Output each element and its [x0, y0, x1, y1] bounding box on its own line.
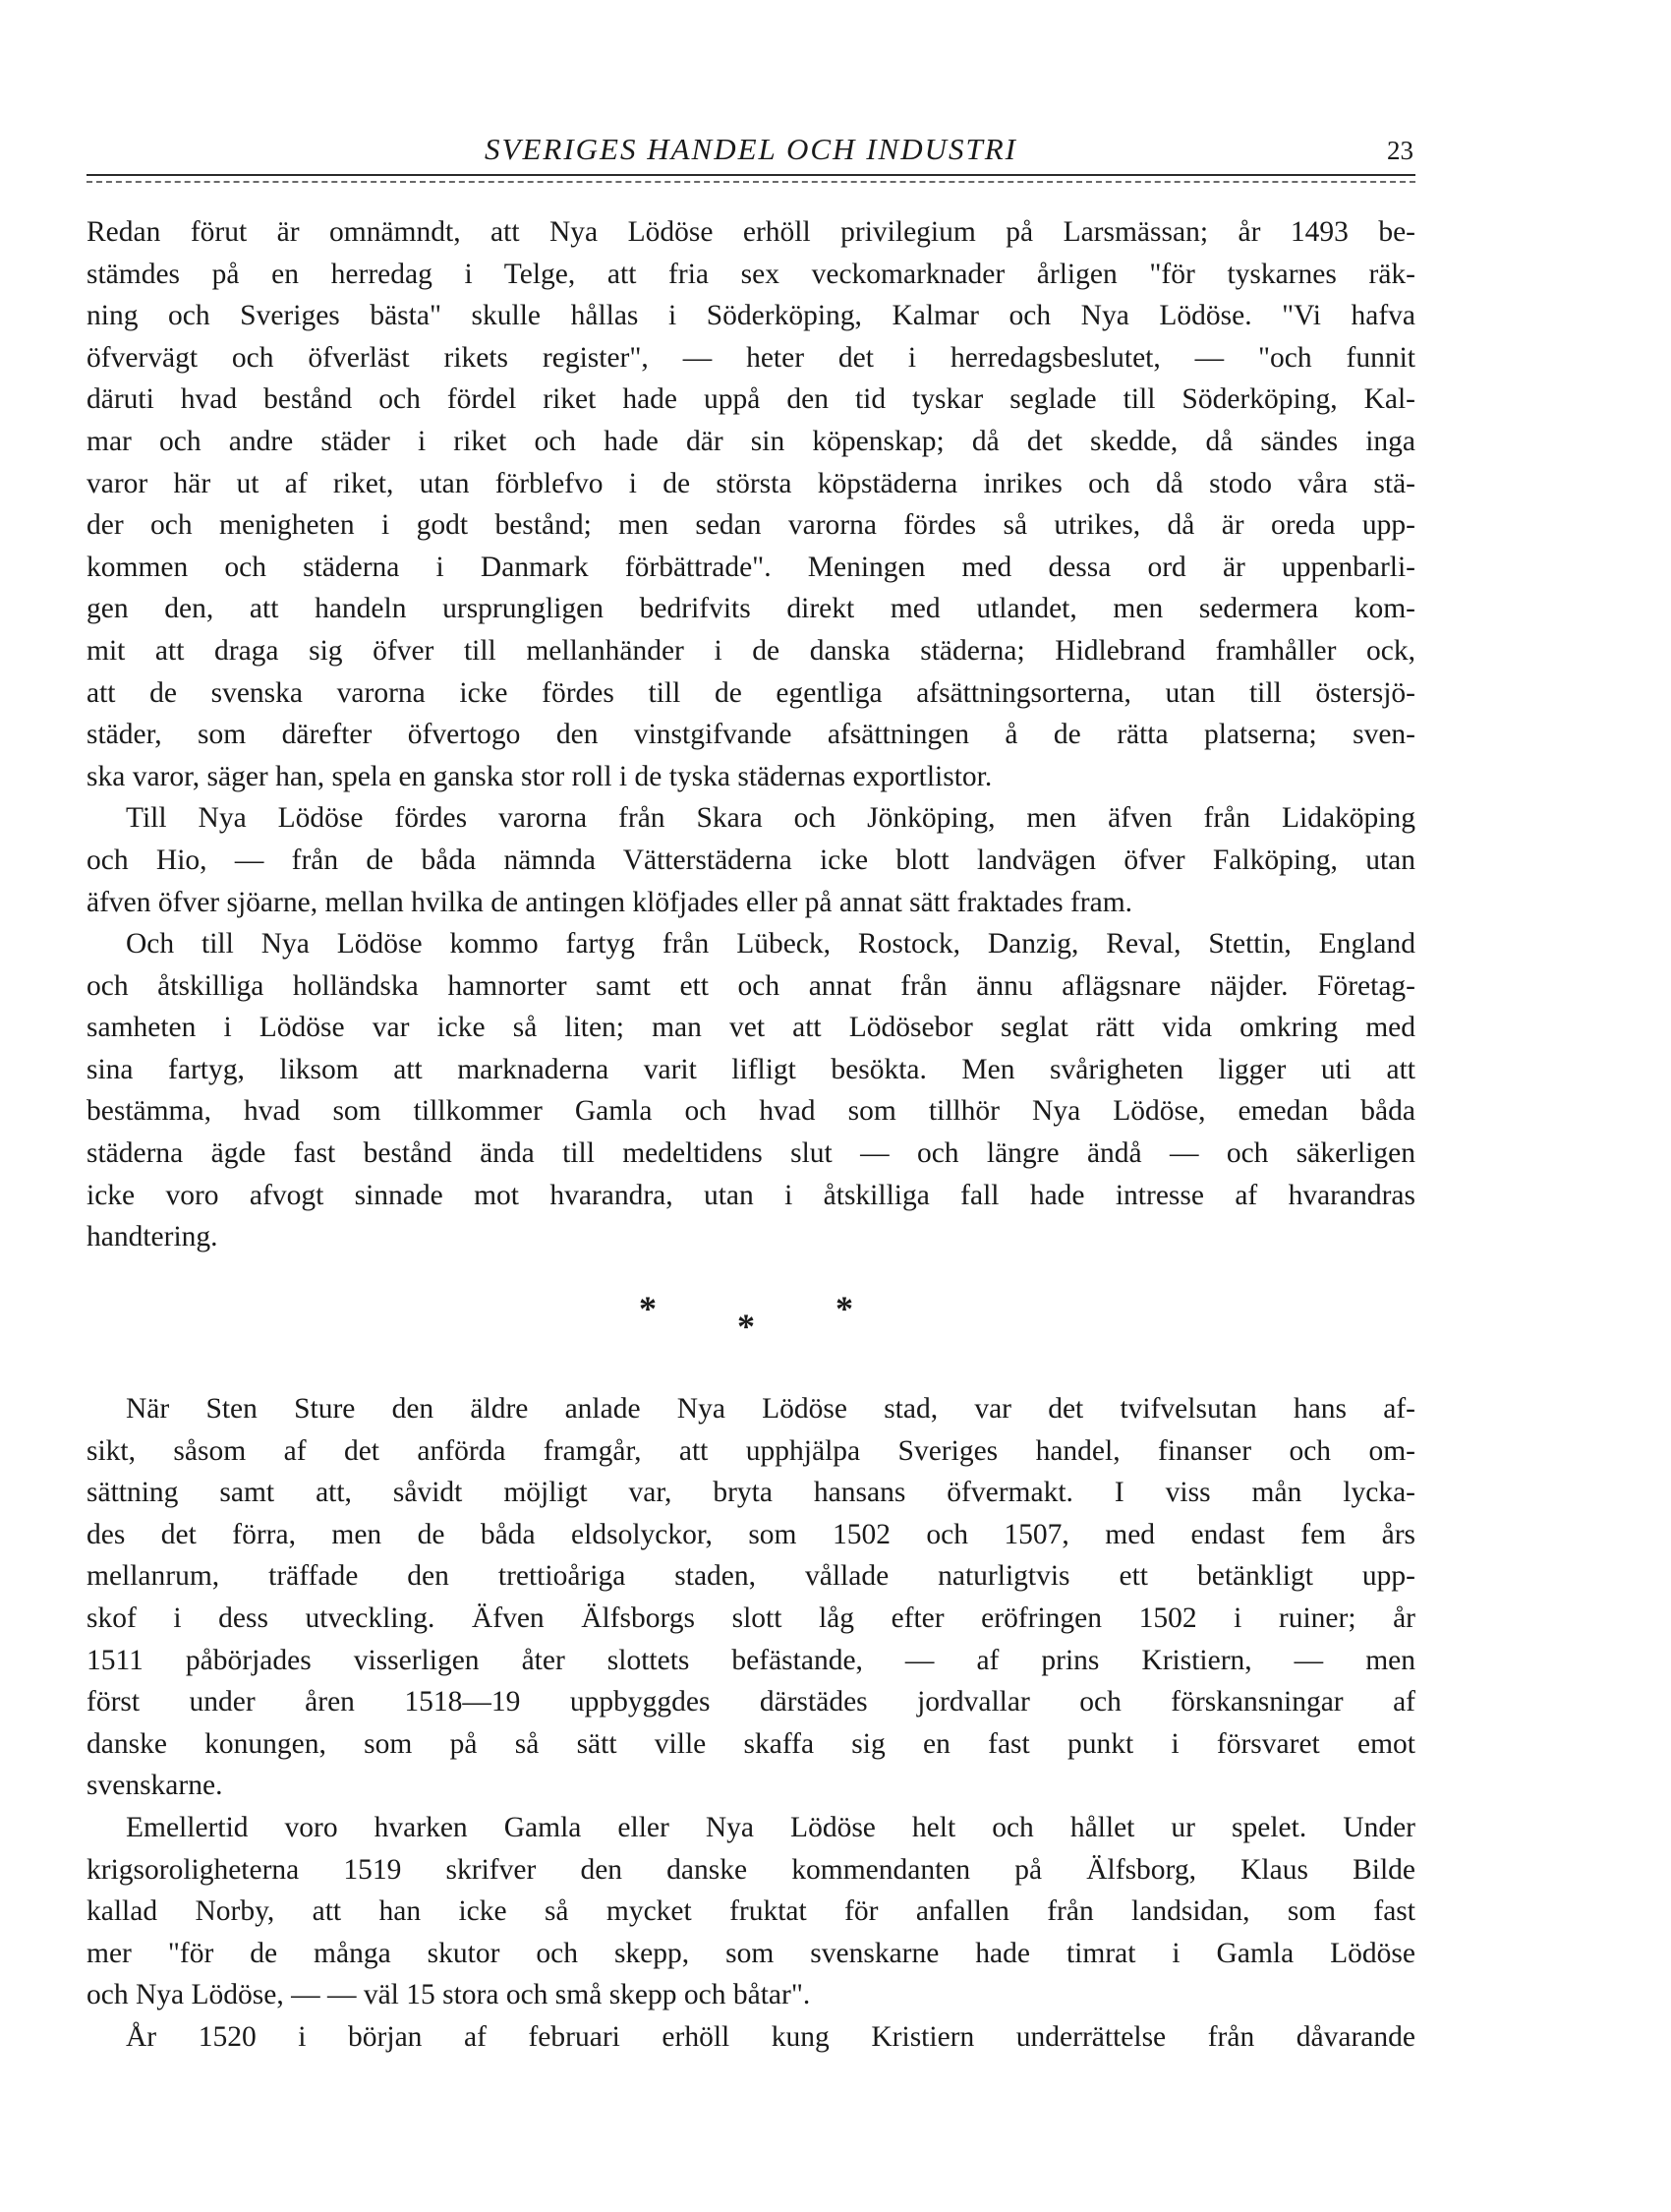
asterisk: *: [639, 1289, 657, 1328]
text-line: och Hio, — från de båda nämnda Vätterstäderna icke blott landvägen öfver Falköping, utan: [86, 844, 1415, 876]
text-line: mit att draga sig öfver till mellanhänder i de danska städerna; Hidlebrand framhåller ock,: [86, 634, 1415, 667]
text-line: bestämma, hvad som tillkommer Gamla och hvad som tillhör Nya Lödöse, emedan båda: [86, 1095, 1415, 1128]
text-line: danske konungen, som på så sätt ville skaffa sig en fast punkt i försvaret emot: [86, 1727, 1415, 1760]
header-rule-dashed: [86, 181, 1415, 183]
text-line: städerna ägde fast bestånd ända till medeltidens slut — och längre ändå — och säkerligen: [86, 1137, 1415, 1170]
text-line: svenskarne.: [86, 1770, 223, 1802]
section-2-text: [86, 1388, 1415, 2059]
text-line: att de svenska varorna icke fördes till de egentliga afsättningsorterna, utan till östersjö-: [86, 676, 1415, 709]
text-line: varor här ut af riket, utan förblefvo i de största köpstäderna inrikes och då stodo våra stä-: [86, 467, 1415, 499]
text-line: öfvervägt och öfverläst rikets register", — heter det i herredagsbeslutet, — "och funnit: [86, 341, 1415, 374]
running-title: SVERIGES HANDEL OCH INDUSTRI: [485, 132, 1017, 166]
text-line: sikt, såsom af det anförda framgår, att upphjälpa Sveriges handel, finanser och om-: [86, 1434, 1415, 1467]
text-line: handtering.: [86, 1221, 218, 1253]
text-line: År 1520 i början af februari erhöll kung Kristiern underrättelse från dåvarande: [126, 2020, 1415, 2053]
text-line: stämdes på en herredag i Telge, att fria sex veckomarknader årligen "för tyskarnes räk-: [86, 258, 1415, 290]
asterisk: *: [836, 1289, 853, 1328]
text-line: Till Nya Lödöse fördes varorna från Skara och Jönköping, men äfven från Lidaköping: [126, 802, 1415, 835]
text-line: 1511 påbörjades visserligen åter slottets befästande, — af prins Kristiern, — men: [86, 1644, 1415, 1676]
text-line: sina fartyg, liksom att marknaderna varit lifligt besökta. Men svårigheten ligger uti att: [86, 1053, 1415, 1085]
text-line: der och menigheten i godt bestånd; men sedan varorna fördes så utrikes, då är oreda upp-: [86, 509, 1415, 542]
text-line: och Nya Lödöse, — — väl 15 stora och små skepp och båtar".: [86, 1979, 811, 2011]
text-line: Redan förut är omnämndt, att Nya Lödöse erhöll privilegium på Larsmässan; år 1493 be-: [86, 216, 1415, 248]
text-line: Och till Nya Lödöse kommo fartyg från Lübeck, Rostock, Danzig, Reval, Stettin, England: [126, 928, 1415, 960]
section-separator: [609, 1288, 885, 1347]
text-line: Emellertid voro hvarken Gamla eller Nya Lödöse helt och hållet ur spelet. Under: [126, 1811, 1415, 1843]
text-line: däruti hvad bestånd och fördel riket hade uppå den tid tyskar seglade till Söderköping, Kal-: [86, 383, 1415, 416]
text-line: skof i dess utveckling. Äfven Älfsborgs slott låg efter eröfringen 1502 i ruiner; år: [86, 1601, 1415, 1634]
page-header: [86, 132, 1415, 171]
text-line: des det förra, men de båda eldsolyckor, som 1502 och 1507, med endast fem års: [86, 1518, 1415, 1550]
header-rule: [86, 174, 1415, 176]
section-1-text: [86, 211, 1415, 1258]
text-line: mar och andre städer i riket och hade där sin köpenskap; då det skedde, då sändes inga: [86, 425, 1415, 457]
text-line: När Sten Sture den äldre anlade Nya Lödöse stad, var det tvifvelsutan hans af-: [126, 1393, 1415, 1425]
text-line: ska varor, säger han, spela en ganska stor roll i de tyska städernas exportlistor.: [86, 760, 993, 792]
text-line: och åtskilliga holländska hamnorter samt ett och annat från ännu aflägsnare näjder. Företag-: [86, 969, 1415, 1002]
text-line: först under åren 1518—19 uppbyggdes därstädes jordvallar och förskansningar af: [86, 1686, 1415, 1718]
text-line: sättning samt att, såvidt möjligt var, bryta hansans öfvermakt. I viss mån lycka-: [86, 1477, 1415, 1509]
text-line: krigsoroligheterna 1519 skrifver den danske kommendanten på Älfsborg, Klaus Bilde: [86, 1853, 1415, 1886]
text-line: samheten i Lödöse var icke så liten; man vet att Lödösebor seglat rätt vida omkring med: [86, 1012, 1415, 1044]
text-line: städer, som därefter öfvertogo den vinstgifvande afsättningen å de rätta platserna; sven-: [86, 719, 1415, 751]
text-line: äfven öfver sjöarne, mellan hvilka de antingen klöfjades eller på annat sätt fraktades fram.: [86, 886, 1133, 918]
text-line: kallad Norby, att han icke så mycket fruktat för anfallen från landsidan, som fast: [86, 1895, 1415, 1928]
page-number: 23: [1387, 136, 1413, 165]
text-line: kommen och städerna i Danmark förbättrade". Meningen med dessa ord är uppenbarli-: [86, 551, 1415, 583]
text-line: mellanrum, träffade den trettioåriga staden, vållade naturligtvis ett betänkligt upp-: [86, 1560, 1415, 1593]
text-line: mer "för de många skutor och skepp, som svenskarne hade timrat i Gamla Lödöse: [86, 1937, 1415, 1969]
asterisk: *: [737, 1307, 755, 1346]
text-line: ning och Sveriges bästa" skulle hållas i Söderköping, Kalmar och Nya Lödöse. "Vi hafva: [86, 300, 1415, 332]
text-line: icke voro afvogt sinnade mot hvarandra, utan i åtskilliga fall hade intresse af hvarandras: [86, 1179, 1415, 1211]
text-line: gen den, att handeln ursprungligen bedrifvits direkt med utlandet, men sedermera kom-: [86, 593, 1415, 625]
